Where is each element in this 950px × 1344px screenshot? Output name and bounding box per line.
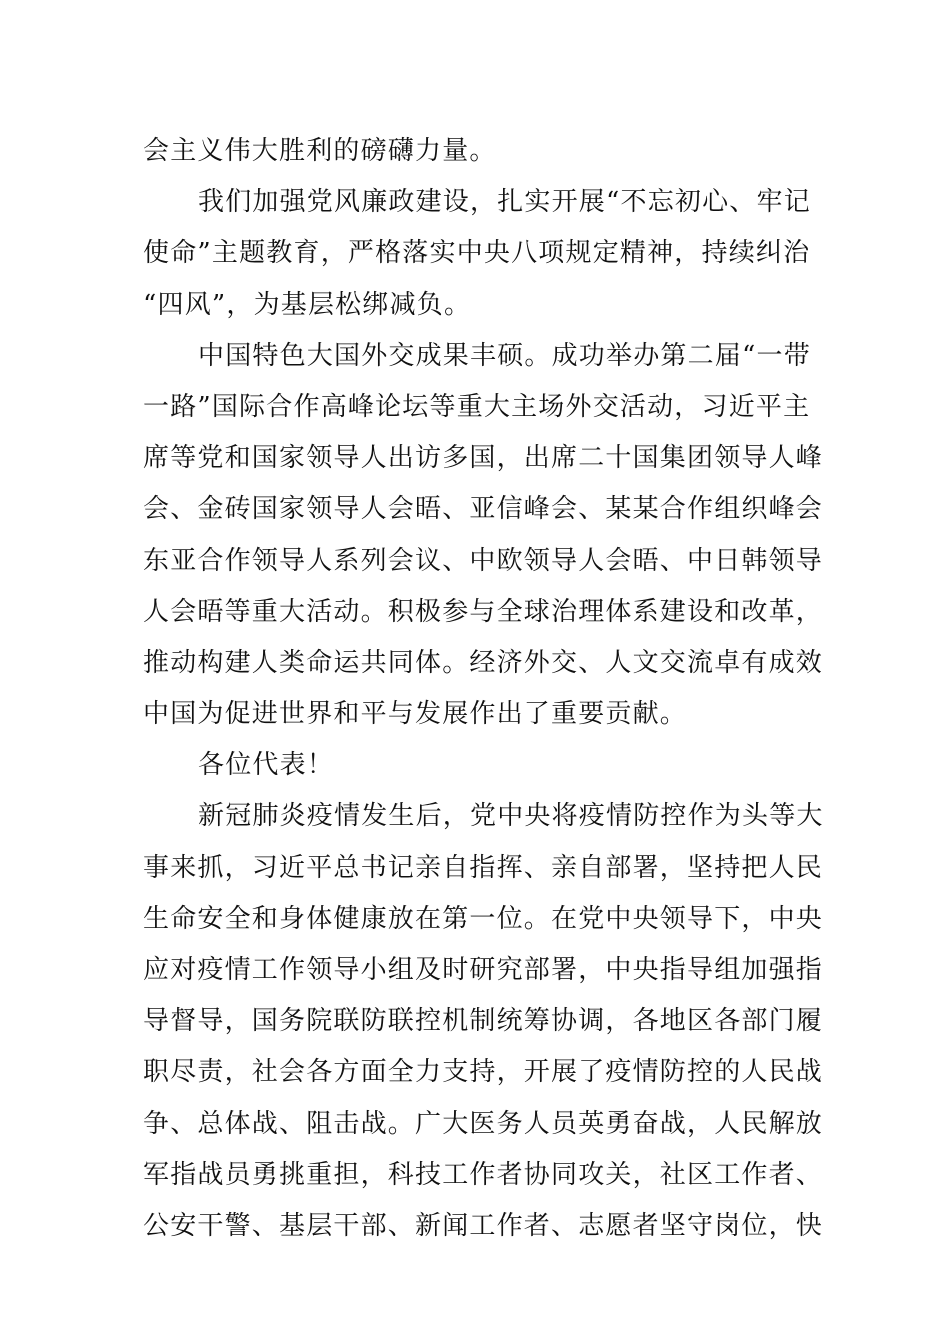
text-line: 应对疫情工作领导小组及时研究部署，中央指导组加强指 — [143, 955, 824, 985]
text-line: 事来抓，习近平总书记亲自指挥、亲自部署，坚持把人民 — [143, 852, 824, 883]
text-line: 生命安全和身体健康放在第一位。在党中央领导下，中央 — [143, 903, 824, 934]
text-line: “四风”，为基层松绑减负。 — [143, 289, 472, 320]
text-line: 会、金砖国家领导人会晤、亚信峰会、某某合作组织峰会 — [143, 494, 824, 525]
text-line: 职尽责，社会各方面全力支持，开展了疫情防控的人民战 — [143, 1057, 824, 1088]
text-line: 导督导，国务院联防联控机制统筹协调，各地区各部门履 — [143, 1006, 824, 1037]
document-body — [143, 126, 824, 1252]
text-line: 一路”国际合作高峰论坛等重大主场外交活动，习近平主 — [143, 391, 811, 422]
text-line: 公安干警、基层干部、新闻工作者、志愿者坚守岗位，快 — [143, 1210, 824, 1241]
text-line: 人会晤等重大活动。积极参与全球治理体系建设和改革， — [143, 596, 824, 627]
text-line: 争、总体战、阻击战。广大医务人员英勇奋战，人民解放 — [143, 1108, 824, 1139]
text-line: 新冠肺炎疫情发生后，党中央将疫情防控作为头等大 — [198, 801, 824, 832]
text-line: 东亚合作领导人系列会议、中欧领导人会晤、中日韩领导 — [143, 545, 824, 576]
text-line: 军指战员勇挑重担，科技工作者协同攻关，社区工作者、 — [143, 1159, 824, 1190]
text-line: 推动构建人类命运共同体。经济外交、人文交流卓有成效 — [143, 647, 824, 678]
text-line: 中国特色大国外交成果丰硕。成功举办第二届“一带 — [198, 340, 811, 371]
text-line: 中国为促进世界和平与发展作出了重要贡献。 — [143, 699, 688, 730]
text-line: 我们加强党风廉政建设，扎实开展“不忘初心、牢记 — [198, 187, 811, 218]
text-line: 会主义伟大胜利的磅礴力量。 — [143, 136, 497, 166]
text-line: 各位代表！ — [198, 750, 335, 781]
text-line: 使命”主题教育，严格落实中央八项规定精神，持续纠治 — [143, 238, 811, 269]
text-line: 席等党和国家领导人出访多国，出席二十国集团领导人峰 — [143, 443, 824, 474]
